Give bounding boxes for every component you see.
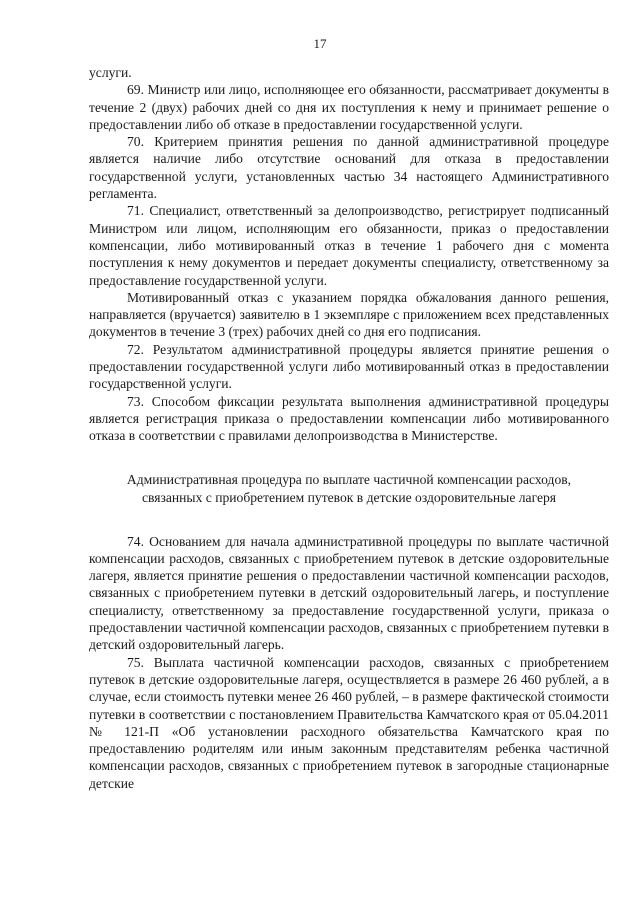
paragraph: 71. Специалист, ответственный за делопроизводство, регистрирует подписанный Министром или лицом, исполняющим его обязанности, приказ о предоставлении компенсации, либо мотивированный отказ в течение 1 рабочего дня с момента поступления к нему документов и передает документы специалисту, ответственному за предоставление государственной услуги. bbox=[89, 203, 609, 288]
paragraph: 75. Выплата частичной компенсации расходов, связанных с приобретением путевок в детские оздоровительные лагеря, осуществляется в размере 26 460 рублей, а в случае, если стоимость путевки менее 26 460 рублей, – в размере фактической стоимости путевки в соответствии с постановлением Правительства Камчатского края от 05.04.2011 № 121-П «Об установлении расходного обязательства Камчатского края по предоставлению родителям или иным законным представителям ребенка частичной компенсации расходов, связанных с приобретением путевок в загородные стационарные детские bbox=[89, 654, 609, 791]
paragraph: услуги. bbox=[89, 65, 132, 80]
paragraph: Мотивированный отказ с указанием порядка обжалования данного решения, направляется (вручается) заявителю в 1 экземпляре с приложением всех представленных документов в течение 3 (трех) рабочих дней со дня его подписания. bbox=[89, 289, 609, 340]
section-heading-line: связанных с приобретением путевок в детские оздоровительные лагеря bbox=[141, 489, 557, 505]
paragraph: 73. Способом фиксации результата выполнения административной процедуры является регистрация приказа о предоставлении компенсации либо мотивированного отказа в соответствии с правилами делопроизводства в Министерстве. bbox=[89, 393, 609, 444]
section-heading bbox=[89, 471, 609, 507]
paragraph: 74. Основанием для начала административной процедуры по выплате частичной компенсации расходов, связанных с приобретением путевок в детские оздоровительные лагеря, является принятие решения о предоставлении частичной компенсации расходов, связанных с приобретением путевки в детский оздоровительный лагерь, и поступление специалисту, ответственному за предоставление государственной услуги, приказа о предоставлении частичной компенсации расходов, связанных с приобретением путевки в детский оздоровительный лагерь. bbox=[89, 533, 609, 653]
paragraph: 70. Критерием принятия решения по данной административной процедуре является наличие либо отсутствие оснований для отказа в предоставлении государственной услуги, установленных частью 34 настоящего Административного регламента. bbox=[89, 134, 609, 202]
document-body bbox=[89, 64, 609, 792]
paragraph: 72. Результатом административной процедуры является принятие решения о предоставлении государственной услуги либо мотивированный отказ в предоставлении государственной услуги. bbox=[89, 341, 609, 392]
paragraph: 69. Министр или лицо, исполняющее его обязанности, рассматривает документы в течение 2 (двух) рабочих дней со дня их поступления к нему и принимает решение о предоставлении либо об отказе в предоставлении государственной услуги. bbox=[89, 82, 609, 132]
section-heading-line: Административная процедура по выплате частичной компенсации расходов, bbox=[126, 471, 572, 487]
page-number: 17 bbox=[313, 36, 327, 51]
